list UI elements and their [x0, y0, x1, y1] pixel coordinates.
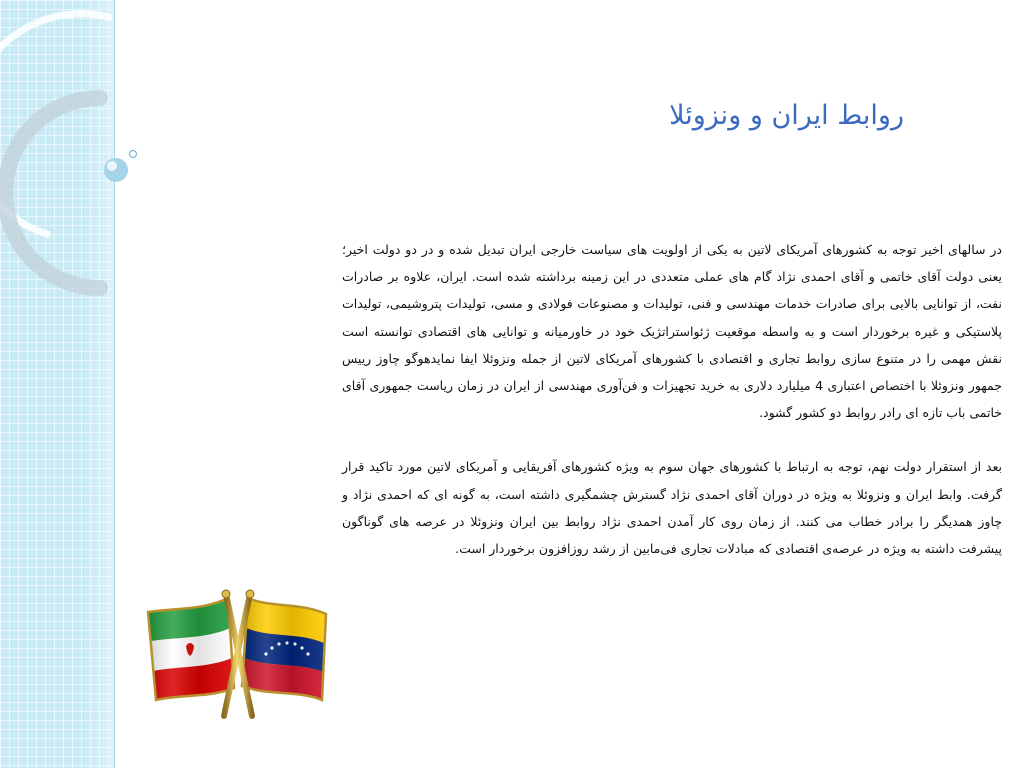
crossed-flags-pin-image — [140, 588, 336, 722]
decorative-circles — [0, 0, 200, 330]
body-paragraph-1: در سالهای اخیر توجه به کشورهای آمریکای لاتین به یکی از اولویت های سیاست خارجی ایران تبدیل شده و در دو دولت اخیر؛ یعنی دولت آقای خاتمی و آقای احمدی نژاد گام های عملی متعددی در این زمینه برداشته شده است. ایران، علاوه بر صادرات نفت، از توانایی بالایی برای صادرات خدمات مهندسی و فنی، تولیدات و مصنوعات فولادی و مسی، تولیدات پتروشیمی، تولیدات پلاستیکی و غیره برخوردار است و به واسطه موقعیت ژئواستراتژیک خود در خاورمیانه و توانایی های اقتصادی توانسته است نقش مهمی را در متنوع سازی روابط تجاری و اقتصادی با کشورهای آمریکای لاتین از جمله ونزوئلا ایفا نمایدهوگو چاوز رییس جمهور ونزوئلا با اختصاص اعتباری 4 میلیارد دلاری به خرید تجهیزات و فن‌آوری مهندسی از ایران در زمان ریاست جمهوری آقای خاتمی باب تازه ای رادر روابط دو کشور گشود. — [342, 242, 1002, 421]
slide-title: روابط ایران و ونزوئلا — [669, 100, 904, 131]
body-paragraph-2: بعد از استقرار دولت نهم، توجه به ارتباط با کشورهای جهان سوم به ویژه کشورهای آفریقایی و آمریکای لاتین مورد تاکید قرار گرفت. وابط ایران و ونزوئلا به ویژه در دوران آقای احمدی نژاد گسترش چشمگیری داشته است، به گونه ای که احمدی نژاد و چاوز همدیگر را برادر خطاب می کنند. از زمان روی کار آمدن احمدی نژاد روابط بین ایران ونزوئلا در عرصه های گوناگون پیشرفت داشته به ویژه در عرصه‌ی اقتصادی که مبادلات تجاری فی‌مابین از رشد روزافزون برخوردار است. — [342, 459, 1002, 557]
iran-flag — [148, 598, 234, 700]
venezuela-flag — [242, 598, 326, 700]
slide-body — [342, 236, 1002, 562]
